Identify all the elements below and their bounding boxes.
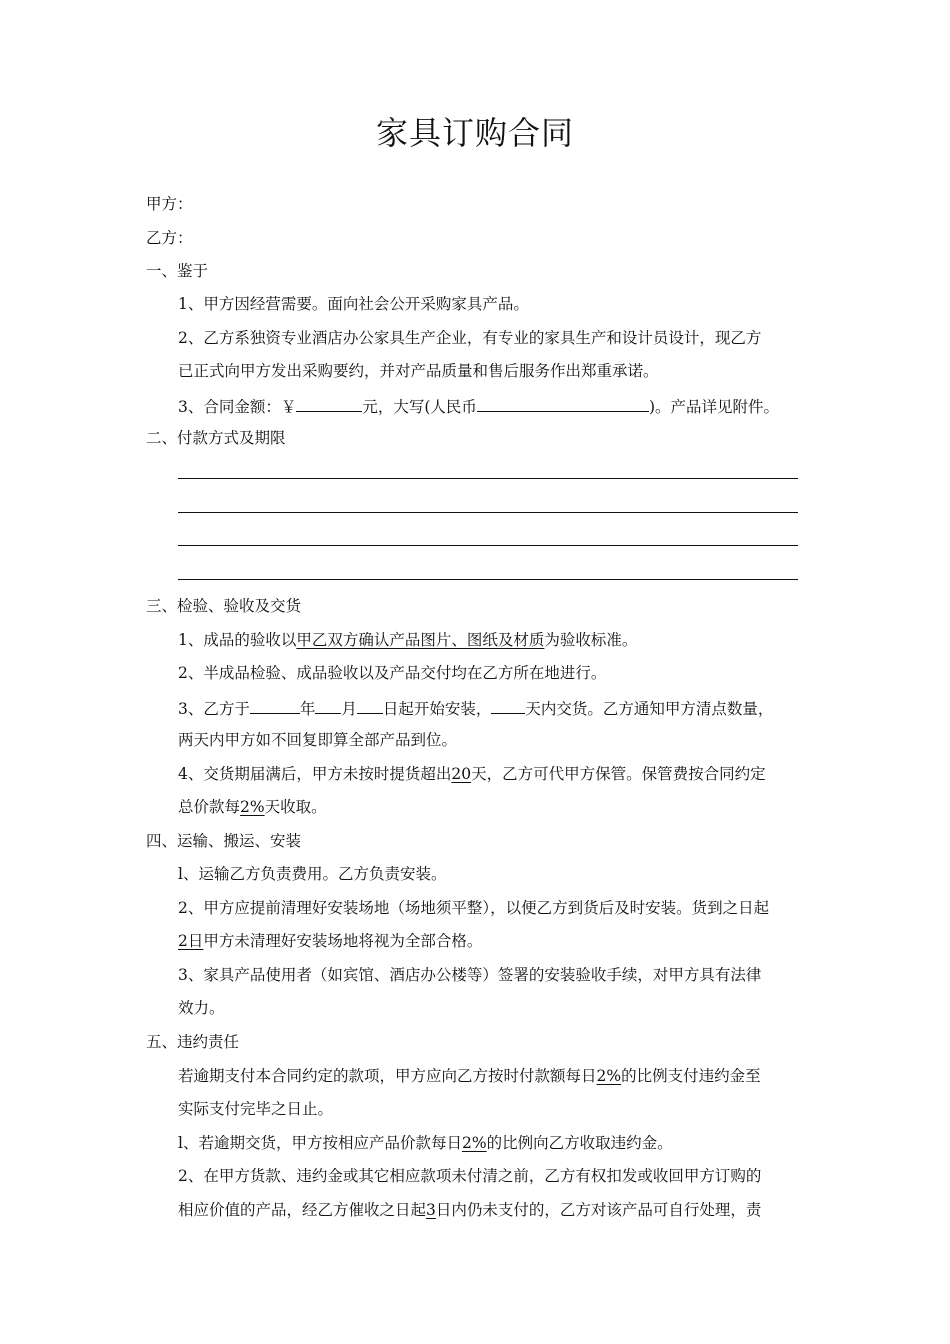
s3-clause-4-suffix: 天，乙方可代甲方保管。保管费按合同约定 xyxy=(471,765,766,783)
s4-clause-3-line-2: 效力。 xyxy=(178,999,225,1017)
payment-terms-blank-line-1[interactable] xyxy=(178,478,798,479)
s5-intro-suffix: 的比例支付违约金至 xyxy=(621,1067,761,1085)
s3-clause-3-line-1 xyxy=(178,697,773,719)
acceptance-standard: 甲乙双方确认产品图片、图纸及材质 xyxy=(296,631,545,649)
storage-fee-prefix: 总价款每 xyxy=(178,798,241,816)
s4-clause-1: l、运输乙方负责费用。乙方负责安装。 xyxy=(178,865,447,883)
late-payment-rate: 2% xyxy=(596,1067,622,1085)
s4-clause-2-line-1: 2、甲方应提前清理好安装场地（场地须平整），以便乙方到货后及时安装。货到之日起 xyxy=(178,899,770,917)
s5-clause-2-prefix: 相应价值的产品，经乙方催收之日起 xyxy=(178,1201,427,1219)
section-1-heading: 一、鉴于 xyxy=(146,262,209,280)
amount-words-blank[interactable] xyxy=(477,395,649,412)
payment-terms-blank-line-4[interactable] xyxy=(178,579,798,580)
s3-clause-1-prefix: 1、成品的验收以 xyxy=(178,631,297,649)
s5-clause-1-suffix: 的比例向乙方收取违约金。 xyxy=(486,1134,673,1152)
storage-fee-rate: 2% xyxy=(240,798,265,816)
s4-clause-2-suffix: 甲方未清理好安装场地将视为全部合格。 xyxy=(203,932,483,950)
collection-days: 3 xyxy=(426,1201,436,1219)
contract-amount-label: 3、合同金额：￥ xyxy=(178,398,297,416)
start-install-text: 日起开始安装， xyxy=(382,700,492,718)
s1-clause-3 xyxy=(178,395,779,417)
party-b-label: 乙方： xyxy=(146,229,193,247)
amount-number-blank[interactable] xyxy=(296,395,362,412)
s1-clause-1: 1、甲方因经营需要。面向社会公开采购家具产品。 xyxy=(178,295,529,313)
s3-clause-2: 2、半成品检验、成品验收以及产品交付均在乙方所在地进行。 xyxy=(178,664,607,682)
s5-intro-line-2: 实际支付完毕之日止。 xyxy=(178,1100,334,1118)
s1-clause-2-line-2: 已正式向甲方发出采购要约，并对产品质量和售后服务作出郑重承诺。 xyxy=(178,362,659,380)
install-month-blank[interactable] xyxy=(315,697,341,714)
s3-clause-3-line-2: 两天内甲方如不回复即算全部产品到位。 xyxy=(178,731,458,749)
delivery-days-blank[interactable] xyxy=(491,697,525,714)
overdue-days-value: 20 xyxy=(451,765,472,783)
s4-clause-2-line-2 xyxy=(178,931,482,951)
payment-terms-blank-line-3[interactable] xyxy=(178,545,798,546)
late-delivery-rate: 2% xyxy=(461,1134,487,1152)
storage-fee-suffix: 天收取。 xyxy=(264,798,327,816)
s3-clause-4-line-1 xyxy=(178,764,766,784)
delivery-days-text: 天内交货。乙方通知甲方清点数量， xyxy=(525,700,774,718)
s1-clause-2-line-1: 2、乙方系独资专业酒店办公家具生产企业，有专业的家具生产和设计员设计，现乙方 xyxy=(178,329,762,347)
attachment-note: )。产品详见附件。 xyxy=(648,398,779,416)
s5-clause-2-suffix: 日内仍未支付的，乙方对该产品可自行处理，责 xyxy=(435,1201,762,1219)
install-day-blank[interactable] xyxy=(357,697,383,714)
s5-clause-2-line-1: 2、在甲方货款、违约金或其它相应款项未付清之前，乙方有权扣发或收回甲方订购的 xyxy=(178,1167,762,1185)
s3-clause-1 xyxy=(178,630,637,650)
payment-terms-blank-line-2[interactable] xyxy=(178,512,798,513)
s3-clause-4-prefix: 4、交货期届满后，甲方未按时提货超出 xyxy=(178,765,452,783)
s4-clause-3-line-1: 3、家具产品使用者（如宾馆、酒店办公楼等）签署的安装验收手续，对甲方具有法律 xyxy=(178,966,762,984)
s5-intro-prefix: 若逾期支付本合同约定的款项，甲方应向乙方按时付款额每日 xyxy=(178,1067,597,1085)
s5-clause-2-line-2 xyxy=(178,1200,761,1220)
section-2-heading: 二、付款方式及期限 xyxy=(146,429,286,447)
amount-words-label: 元，大写(人民币 xyxy=(362,398,477,416)
s5-clause-1-prefix: l、若逾期交货，甲方按相应产品价款每日 xyxy=(178,1134,462,1152)
document-title: 家具订购合同 xyxy=(375,114,574,152)
party-a-label: 甲方： xyxy=(146,195,193,213)
month-label: 月 xyxy=(341,700,357,718)
section-4-heading: 四、运输、搬运、安装 xyxy=(146,832,302,850)
year-label: 年 xyxy=(299,700,316,718)
s3-clause-3-prefix: 3、乙方于 xyxy=(178,700,250,718)
install-year-blank[interactable] xyxy=(250,697,300,714)
s5-intro-line-1 xyxy=(178,1066,761,1086)
site-prep-days: 2日 xyxy=(178,932,204,950)
s3-clause-1-suffix: 为验收标准。 xyxy=(544,631,638,649)
section-3-heading: 三、检验、验收及交货 xyxy=(146,597,302,615)
section-5-heading: 五、违约责任 xyxy=(146,1033,240,1051)
s3-clause-4-line-2 xyxy=(178,797,327,817)
s5-clause-1 xyxy=(178,1133,673,1153)
